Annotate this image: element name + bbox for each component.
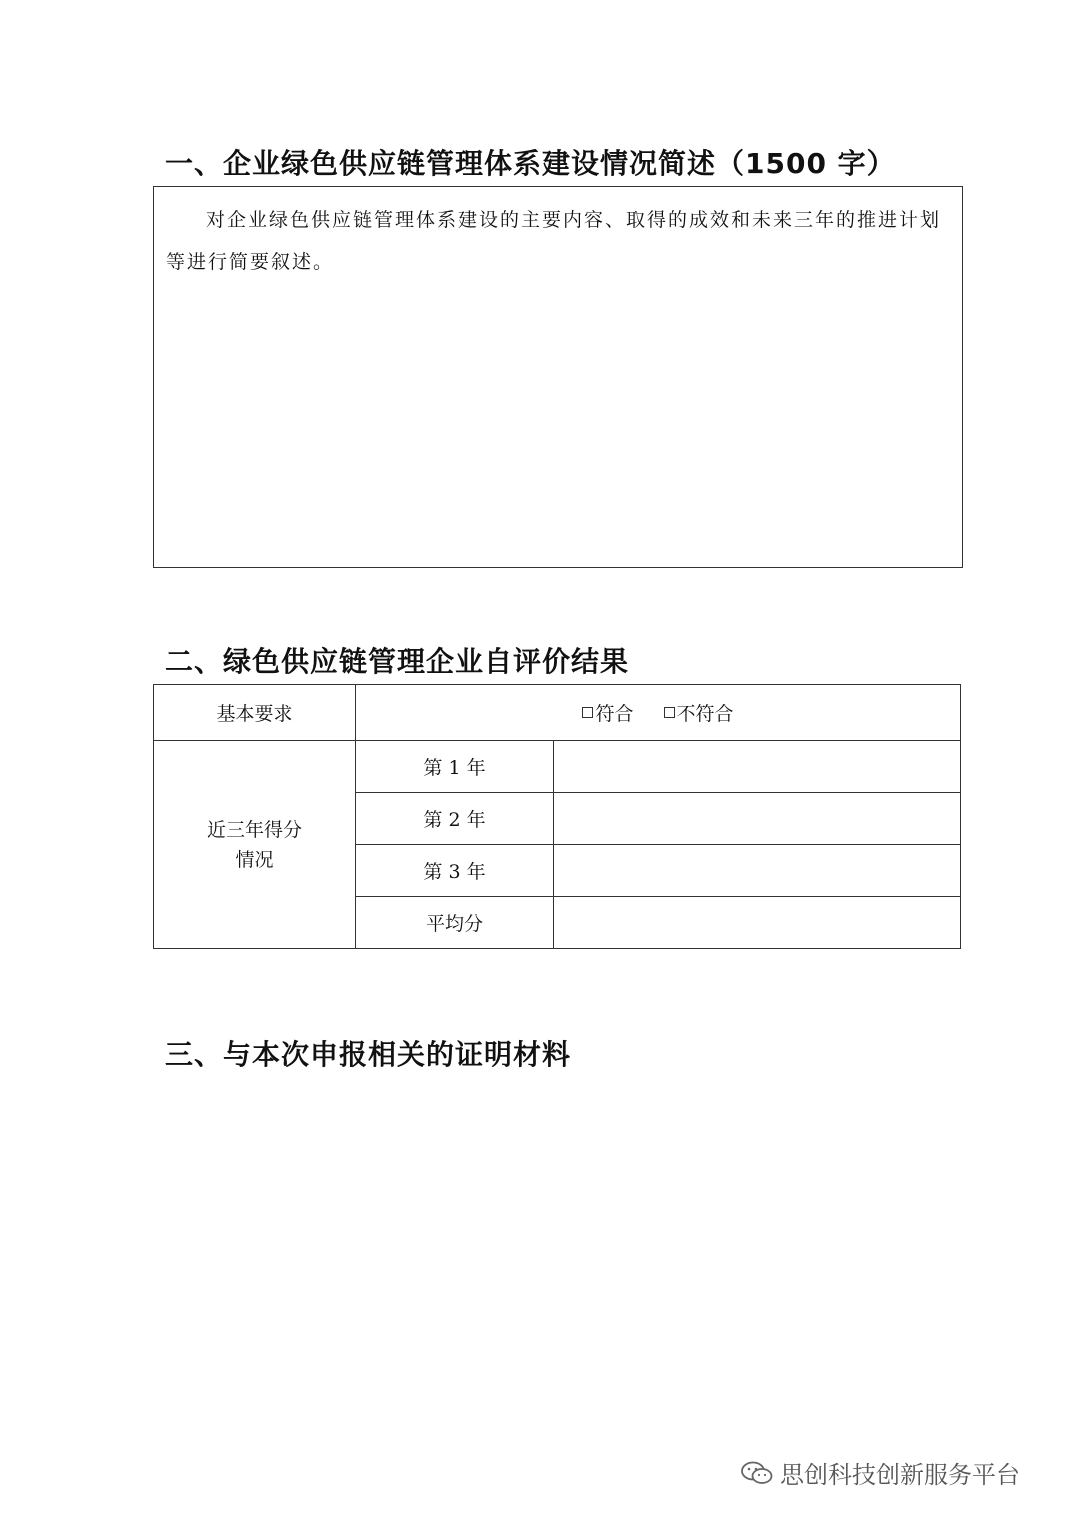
- section-1-title: 一、企业绿色供应链管理体系建设情况简述（1500 字）: [165, 147, 896, 180]
- basic-requirement-options: [356, 685, 961, 741]
- year-1-label: 第 1 年: [356, 741, 554, 793]
- self-evaluation-table: [153, 684, 961, 949]
- score-label-line-2: 情况: [235, 848, 274, 871]
- checkbox-icon[interactable]: [582, 707, 593, 718]
- year-3-label: 第 3 年: [356, 845, 554, 897]
- summary-instruction: 对企业绿色供应链管理体系建设的主要内容、取得的成效和未来三年的推进计划等进行简要叙述。: [166, 209, 942, 273]
- summary-box[interactable]: [153, 186, 963, 568]
- checkbox-icon[interactable]: [664, 707, 675, 718]
- section-3-title: 三、与本次申报相关的证明材料: [165, 1038, 572, 1071]
- watermark-text: 思创科技创新服务平台: [780, 1461, 1020, 1489]
- score-label-line-1: 近三年得分: [206, 818, 302, 841]
- section-2-title: 二、绿色供应链管理企业自评价结果: [165, 645, 630, 678]
- year-2-label: 第 2 年: [356, 793, 554, 845]
- watermark: [740, 1455, 1020, 1490]
- basic-requirement-label: 基本要求: [154, 685, 356, 741]
- year-1-score[interactable]: [554, 741, 961, 793]
- year-3-score[interactable]: [554, 845, 961, 897]
- average-score[interactable]: [554, 897, 961, 949]
- average-label: 平均分: [356, 897, 554, 949]
- option-conform[interactable]: 符合: [582, 703, 633, 725]
- year-2-score[interactable]: [554, 793, 961, 845]
- option-not-conform[interactable]: 不符合: [664, 703, 734, 725]
- wechat-icon: [740, 1461, 774, 1485]
- score-label: [154, 741, 356, 949]
